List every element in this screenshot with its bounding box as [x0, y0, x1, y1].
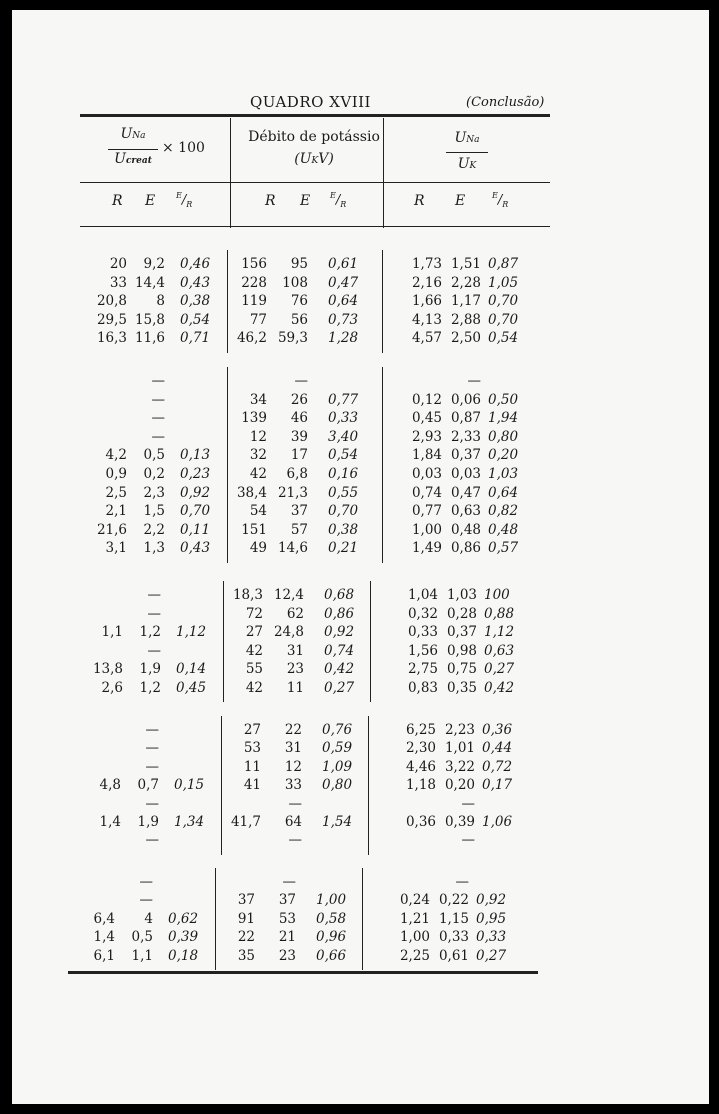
cell-e2: 37 — [278, 892, 296, 909]
cell-e3: 2,33 — [450, 428, 481, 445]
cell-e2: 23 — [278, 947, 296, 964]
cell-ratio1: 0,13 — [180, 447, 211, 464]
cell-r3: 1,49 — [411, 540, 442, 557]
cell-r1: 2,1 — [105, 503, 127, 520]
cell-e2: — — [294, 373, 308, 389]
cell-e3: 0,75 — [446, 661, 477, 677]
cell-e3: 1,15 — [438, 910, 469, 927]
cell-e3: 1,03 — [446, 587, 477, 603]
cell-ratio1: 0,15 — [174, 777, 205, 794]
cell-ratio3: 0,70 — [488, 311, 519, 328]
cell-e3: — — [461, 832, 475, 849]
cell-r1: 1,4 — [99, 814, 121, 830]
cell-e3: 0,47 — [450, 484, 481, 501]
cell-ratio3: 0,44 — [482, 740, 513, 757]
cell-e1: — — [151, 410, 165, 427]
cell-e3: 3,22 — [444, 758, 475, 775]
cell-e3: 2,23 — [444, 722, 475, 738]
cell-e3: 0,33 — [438, 929, 469, 946]
group-3-col-divider-1 — [223, 581, 224, 702]
cell-r3: 0,83 — [407, 679, 438, 696]
cell-ratio1: 1,34 — [174, 814, 205, 830]
col3-header-denominator: UK — [457, 156, 477, 172]
cell-e3: 2,88 — [450, 311, 481, 328]
cell-r3: 6,25 — [405, 722, 436, 738]
group-1-col-divider-1 — [227, 250, 228, 353]
cell-e3: 0,37 — [446, 624, 477, 640]
sublabel-e-1: E — [145, 193, 156, 209]
cell-ratio1: 0,71 — [180, 330, 211, 347]
cell-e2: 46 — [290, 410, 308, 427]
cell-r1: 16,3 — [96, 330, 127, 347]
cell-ratio3: 0,17 — [482, 777, 513, 794]
cell-e3: — — [467, 373, 481, 389]
cell-ratio2: 0,38 — [328, 521, 359, 538]
cell-r2: 42 — [245, 642, 263, 659]
cell-e3: 1,01 — [444, 740, 475, 757]
cell-ratio2: 0,76 — [322, 722, 353, 738]
col1-header-denominator: Ucreat — [114, 151, 152, 167]
cell-ratio2: 0,70 — [328, 503, 359, 520]
cell-ratio1: 0,46 — [180, 256, 211, 272]
header-col-divider-2 — [383, 118, 384, 228]
cell-r2: 91 — [237, 910, 255, 927]
cell-e2: 56 — [290, 311, 308, 328]
cell-e1: — — [145, 832, 159, 849]
cell-e2: 64 — [284, 814, 302, 830]
cell-ratio1: 0,70 — [180, 503, 211, 520]
cell-r3: 2,75 — [407, 661, 438, 677]
cell-ratio1: 0,23 — [180, 466, 211, 482]
cell-e2: 21 — [278, 929, 296, 946]
cell-e3: 1,51 — [450, 256, 481, 272]
cell-ratio1: 0,43 — [180, 274, 211, 291]
cell-r2: 49 — [249, 540, 267, 557]
col2-header-formula: (UKV) — [294, 151, 334, 167]
cell-ratio2: 0,42 — [324, 661, 355, 677]
cell-r2: 41 — [243, 777, 261, 794]
cell-r2: 77 — [249, 311, 267, 328]
cell-e3: 0,20 — [444, 777, 475, 794]
cell-ratio1: 0,54 — [180, 311, 211, 328]
cell-e1: — — [145, 740, 159, 757]
cell-ratio3: 0,70 — [488, 293, 519, 310]
cell-r3: 0,74 — [411, 484, 442, 501]
col1-header-multiplier: × 100 — [162, 140, 205, 156]
cell-ratio2: 1,54 — [322, 814, 353, 830]
cell-e1: — — [145, 722, 159, 738]
cell-r3: 0,77 — [411, 503, 442, 520]
cell-e1: 0,7 — [137, 777, 159, 794]
cell-ratio2: 0,77 — [328, 391, 359, 408]
cell-e2: 22 — [284, 722, 302, 738]
cell-r3: 1,56 — [407, 642, 438, 659]
cell-ratio2: 0,59 — [322, 740, 353, 757]
cell-ratio3: 0,80 — [488, 428, 519, 445]
cell-ratio1: 0,38 — [180, 293, 211, 310]
cell-ratio3: 0,33 — [476, 929, 507, 946]
cell-r1: 33 — [109, 274, 127, 291]
cell-e2: 14,6 — [277, 540, 308, 557]
cell-e2: 23 — [286, 661, 304, 677]
cell-r3: 1,04 — [407, 587, 438, 603]
cell-ratio1: 0,18 — [168, 947, 199, 964]
cell-e1: 1,5 — [143, 503, 165, 520]
cell-e1: — — [145, 758, 159, 775]
cell-r3: 1,00 — [399, 929, 430, 946]
cell-e2: — — [288, 832, 302, 849]
sublabel-ratio-3: $^E/_R$ — [492, 191, 509, 209]
cell-e2: — — [288, 795, 302, 812]
sublabel-r-3: R — [414, 193, 425, 209]
cell-r3: 0,33 — [407, 624, 438, 640]
cell-e3: 0,63 — [450, 503, 481, 520]
cell-ratio3: 0,36 — [482, 722, 513, 738]
cell-ratio3: 0,92 — [476, 892, 507, 909]
cell-ratio2: 0,73 — [328, 311, 359, 328]
cell-e2: 33 — [284, 777, 302, 794]
cell-r3: 1,00 — [411, 521, 442, 538]
cell-ratio3: 1,06 — [482, 814, 513, 830]
cell-r2: 18,3 — [232, 587, 263, 603]
cell-r3: 4,57 — [411, 330, 442, 347]
cell-ratio1: 0,45 — [176, 679, 207, 696]
cell-e2: 37 — [290, 503, 308, 520]
table-title: QUADRO XVIII — [250, 93, 371, 111]
cell-r2: 41,7 — [230, 814, 261, 830]
col1-header-numerator: UNa — [120, 126, 146, 142]
group-5-col-divider-1 — [215, 868, 216, 970]
bottom-rule — [68, 971, 538, 974]
cell-ratio3: 0,54 — [488, 330, 519, 347]
cell-r2: 38,4 — [236, 484, 267, 501]
cell-ratio3: 0,95 — [476, 910, 507, 927]
cell-ratio3: 0,72 — [482, 758, 513, 775]
cell-r2: 32 — [249, 447, 267, 464]
cell-r3: 0,45 — [411, 410, 442, 427]
cell-ratio2: 0,55 — [328, 484, 359, 501]
cell-e3: — — [455, 874, 469, 890]
cell-r3: 4,13 — [411, 311, 442, 328]
cell-e2: 12 — [284, 758, 302, 775]
cell-e3: 2,50 — [450, 330, 481, 347]
cell-r3: 1,18 — [405, 777, 436, 794]
cell-e2: 62 — [286, 605, 304, 622]
cell-r1: 20 — [109, 256, 127, 272]
cell-r1: 1,1 — [101, 624, 123, 640]
cell-r2: 42 — [249, 466, 267, 482]
cell-e2: 31 — [286, 642, 304, 659]
cell-e1: 1,2 — [139, 679, 161, 696]
cell-ratio2: 0,80 — [322, 777, 353, 794]
cell-ratio2: 0,68 — [324, 587, 355, 603]
cell-ratio2: 0,16 — [328, 466, 359, 482]
cell-r2: 151 — [241, 521, 267, 538]
cell-e1: — — [139, 892, 153, 909]
cell-ratio3: 0,82 — [488, 503, 519, 520]
cell-e2: 39 — [290, 428, 308, 445]
group-4-col-divider-2 — [368, 716, 369, 855]
group-4-col-divider-1 — [221, 716, 222, 855]
cell-e3: — — [461, 795, 475, 812]
cell-ratio2: 1,09 — [322, 758, 353, 775]
cell-e1: 1,1 — [131, 947, 153, 964]
cell-e2: 76 — [290, 293, 308, 310]
cell-r2: 53 — [243, 740, 261, 757]
cell-r3: 0,24 — [399, 892, 430, 909]
cell-e1: 15,8 — [134, 311, 165, 328]
cell-r1: 1,4 — [93, 929, 115, 946]
cell-e2: 95 — [290, 256, 308, 272]
cell-e1: 4 — [144, 910, 153, 927]
cell-e1: 1,3 — [143, 540, 165, 557]
cell-e1: 1,9 — [137, 814, 159, 830]
cell-ratio2: 0,66 — [316, 947, 347, 964]
document-page — [12, 10, 709, 1104]
cell-e2: — — [282, 874, 296, 890]
col1-fraction-bar — [108, 149, 158, 150]
cell-e1: — — [147, 605, 161, 622]
cell-r1: 2,6 — [101, 679, 123, 696]
cell-e3: 0,98 — [446, 642, 477, 659]
cell-e3: 0,06 — [450, 391, 481, 408]
cell-ratio2: 0,96 — [316, 929, 347, 946]
cell-ratio3: 0,57 — [488, 540, 519, 557]
cell-r1: 4,2 — [105, 447, 127, 464]
cell-ratio2: 0,74 — [324, 642, 355, 659]
cell-e3: 0,61 — [438, 947, 469, 964]
group-2-col-divider-2 — [382, 367, 383, 563]
cell-e3: 0,39 — [444, 814, 475, 830]
cell-e3: 2,28 — [450, 274, 481, 291]
cell-e1: — — [151, 391, 165, 408]
cell-e3: 1,17 — [450, 293, 481, 310]
cell-ratio3: 0,42 — [484, 679, 515, 696]
cell-e1: 0,5 — [143, 447, 165, 464]
cell-r3: 2,93 — [411, 428, 442, 445]
cell-r2: 22 — [237, 929, 255, 946]
cell-r3: 1,73 — [411, 256, 442, 272]
cell-r1: 3,1 — [105, 540, 127, 557]
cell-e2: 12,4 — [273, 587, 304, 603]
cell-ratio2: 3,40 — [328, 428, 359, 445]
cell-e3: 0,22 — [438, 892, 469, 909]
cell-r3: 0,36 — [405, 814, 436, 830]
cell-ratio1: 0,14 — [176, 661, 207, 677]
cell-r1: 13,8 — [92, 661, 123, 677]
cell-e3: 0,87 — [450, 410, 481, 427]
cell-r2: 27 — [245, 624, 263, 640]
cell-e1: — — [151, 428, 165, 445]
cell-ratio3: 1,03 — [488, 466, 519, 482]
cell-r2: 139 — [241, 410, 267, 427]
group-3-col-divider-2 — [370, 581, 371, 702]
cell-e1: 1,2 — [139, 624, 161, 640]
cell-r3: 0,12 — [411, 391, 442, 408]
cell-ratio3: 0,48 — [488, 521, 519, 538]
cell-ratio1: 0,39 — [168, 929, 199, 946]
cell-ratio3: 0,27 — [476, 947, 507, 964]
cell-r1: 0,9 — [105, 466, 127, 482]
sublabel-r-1: R — [112, 193, 123, 209]
cell-ratio3: 0,50 — [488, 391, 519, 408]
cell-r3: 0,32 — [407, 605, 438, 622]
cell-e1: — — [147, 642, 161, 659]
cell-ratio3: 0,20 — [488, 447, 519, 464]
cell-r1: 21,6 — [96, 521, 127, 538]
cell-e1: 11,6 — [134, 330, 165, 347]
group-2-col-divider-1 — [227, 367, 228, 563]
cell-e2: 17 — [290, 447, 308, 464]
cell-r3: 4,46 — [405, 758, 436, 775]
cell-r2: 35 — [237, 947, 255, 964]
cell-ratio2: 0,58 — [316, 910, 347, 927]
cell-ratio2: 0,92 — [324, 624, 355, 640]
cell-e3: 0,03 — [450, 466, 481, 482]
col3-header-numerator: UNa — [454, 130, 480, 146]
cell-e1: 2,3 — [143, 484, 165, 501]
cell-ratio2: 0,61 — [328, 256, 359, 272]
group-5-col-divider-2 — [362, 868, 363, 970]
cell-e2: 24,8 — [273, 624, 304, 640]
subheader-divider — [80, 226, 550, 227]
cell-r2: 37 — [237, 892, 255, 909]
cell-r1: 4,8 — [99, 777, 121, 794]
cell-e3: 0,48 — [450, 521, 481, 538]
sublabel-ratio-1: $^E/_R$ — [176, 191, 193, 209]
cell-ratio3: 1,12 — [484, 624, 515, 640]
cell-r2: 42 — [245, 679, 263, 696]
cell-ratio2: 0,54 — [328, 447, 359, 464]
sublabel-r-2: R — [265, 193, 276, 209]
header-col-divider-1 — [230, 118, 231, 228]
header-divider — [80, 182, 550, 183]
cell-ratio2: 0,33 — [328, 410, 359, 427]
cell-ratio3: 0,87 — [488, 256, 519, 272]
cell-ratio3: 0,88 — [484, 605, 515, 622]
cell-r3: 1,66 — [411, 293, 442, 310]
cell-r2: 54 — [249, 503, 267, 520]
top-rule — [80, 114, 550, 117]
cell-ratio1: 0,62 — [168, 910, 199, 927]
cell-ratio2: 0,21 — [328, 540, 359, 557]
cell-e2: 108 — [282, 274, 308, 291]
cell-r2: 27 — [243, 722, 261, 738]
cell-r2: 46,2 — [236, 330, 267, 347]
cell-e2: 59,3 — [277, 330, 308, 347]
cell-ratio2: 0,86 — [324, 605, 355, 622]
sublabel-e-2: E — [300, 193, 311, 209]
cell-e2: 57 — [290, 521, 308, 538]
cell-e1: 14,4 — [134, 274, 165, 291]
sublabel-e-3: E — [455, 193, 466, 209]
cell-e1: 0,5 — [131, 929, 153, 946]
cell-r2: 72 — [245, 605, 263, 622]
cell-r3: 1,21 — [399, 910, 430, 927]
cell-ratio2: 1,28 — [328, 330, 359, 347]
cell-r3: 2,25 — [399, 947, 430, 964]
cell-r2: 228 — [241, 274, 267, 291]
cell-e2: 6,8 — [286, 466, 308, 482]
cell-ratio3: 0,64 — [488, 484, 519, 501]
cell-e2: 11 — [286, 679, 304, 696]
cell-ratio3: 100 — [484, 587, 510, 603]
cell-r3: 2,30 — [405, 740, 436, 757]
cell-r1: 2,5 — [105, 484, 127, 501]
continuation-label: (Conclusão) — [466, 95, 545, 110]
cell-ratio1: 1,12 — [176, 624, 207, 640]
cell-ratio3: 0,63 — [484, 642, 515, 659]
cell-e3: 0,28 — [446, 605, 477, 622]
cell-r2: 11 — [243, 758, 261, 775]
cell-e2: 53 — [278, 910, 296, 927]
cell-e1: — — [139, 874, 153, 890]
cell-ratio2: 1,00 — [316, 892, 347, 909]
cell-e1: 0,2 — [143, 466, 165, 482]
cell-e1: 8 — [156, 293, 165, 310]
cell-ratio2: 0,47 — [328, 274, 359, 291]
sublabel-ratio-2: $^E/_R$ — [330, 191, 347, 209]
cell-e2: 31 — [284, 740, 302, 757]
cell-r3: 0,03 — [411, 466, 442, 482]
cell-e3: 0,35 — [446, 679, 477, 696]
cell-r2: 55 — [245, 661, 263, 677]
cell-e1: 9,2 — [143, 256, 165, 272]
cell-r1: 20,8 — [96, 293, 127, 310]
cell-ratio2: 0,64 — [328, 293, 359, 310]
group-1-col-divider-2 — [382, 250, 383, 353]
cell-r1: 6,1 — [93, 947, 115, 964]
cell-e1: 2,2 — [143, 521, 165, 538]
cell-e2: 26 — [290, 391, 308, 408]
col3-fraction-bar — [446, 152, 488, 153]
cell-ratio3: 0,27 — [484, 661, 515, 677]
cell-e1: — — [145, 795, 159, 812]
cell-e1: — — [151, 373, 165, 389]
cell-e3: 0,37 — [450, 447, 481, 464]
cell-e1: 1,9 — [139, 661, 161, 677]
cell-r2: 156 — [241, 256, 267, 272]
cell-e3: 0,86 — [450, 540, 481, 557]
cell-ratio2: 0,27 — [324, 679, 355, 696]
cell-r2: 12 — [249, 428, 267, 445]
cell-ratio3: 1,05 — [488, 274, 519, 291]
cell-r2: 119 — [241, 293, 267, 310]
cell-r2: 34 — [249, 391, 267, 408]
cell-ratio1: 0,11 — [180, 521, 211, 538]
col2-header-title: Débito de potássio — [248, 129, 380, 145]
cell-e1: — — [147, 587, 161, 603]
cell-ratio1: 0,43 — [180, 540, 211, 557]
cell-r3: 1,84 — [411, 447, 442, 464]
cell-r1: 6,4 — [93, 910, 115, 927]
cell-ratio1: 0,92 — [180, 484, 211, 501]
cell-ratio3: 1,94 — [488, 410, 519, 427]
cell-r3: 2,16 — [411, 274, 442, 291]
cell-r1: 29,5 — [96, 311, 127, 328]
cell-e2: 21,3 — [277, 484, 308, 501]
